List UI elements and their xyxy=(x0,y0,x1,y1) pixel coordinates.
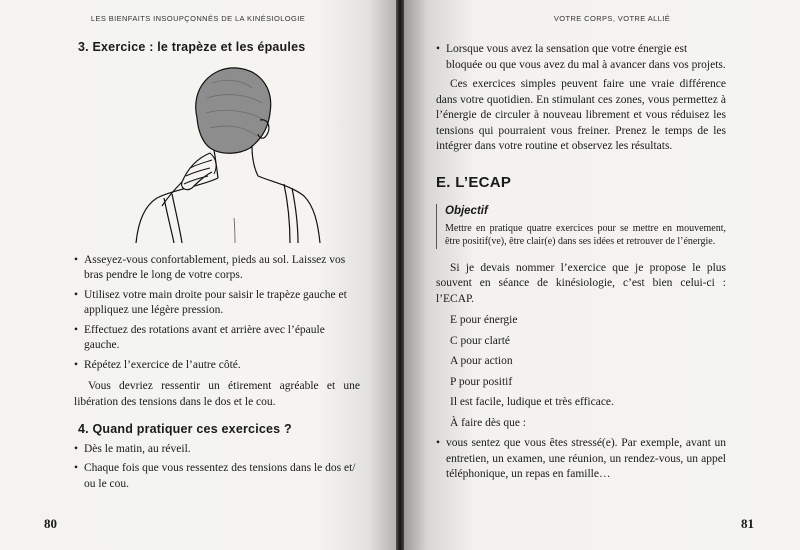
list-item: • Lorsque vous avez la sensation que votre énergie est bloquée ou que vous avez du mal à avancer dans vos projets. xyxy=(436,43,726,71)
list-item: • Utilisez votre main droite pour saisir le trapèze gauche et appliquez une légère pression. xyxy=(74,288,347,316)
result-paragraph: Vous devriez ressentir un étirement agréable et une libération des tensions dans le dos et le cou. xyxy=(74,380,360,408)
right-page-content xyxy=(436,42,726,487)
right-page xyxy=(404,0,800,550)
stress-list xyxy=(436,436,726,483)
ecap-intro-paragraph: Si je devais nommer l’exercice que je propose le plus souvent en séance de kinésiologie, c’est bien celui-ci : l’ECAP. xyxy=(436,261,726,305)
when-heading: 4. Quand pratiquer ces exercices ? xyxy=(78,422,292,436)
summary-paragraph: Ces exercices simples peuvent faire une vraie différence dans votre quotidien. En stimulant ces zones, vous permettez à l’énergie de circuler à nouveau librement et vous réduisez les tensions qui pourraient vous freiner. Prenez le temps de les intégrer dans votre routine et observez les résultats. xyxy=(436,78,726,152)
acronym-list xyxy=(436,313,726,431)
list-item: • Dès le matin, au réveil. xyxy=(74,442,191,455)
left-page-content xyxy=(74,40,360,496)
objective-box xyxy=(436,204,726,249)
when-line: À faire dès que : xyxy=(450,416,526,429)
running-head-right: VOTRE CORPS, VOTRE ALLIÉ xyxy=(553,14,671,23)
easy-line: Il est facile, ludique et très efficace. xyxy=(450,396,614,408)
energy-list xyxy=(436,42,726,73)
objective-title: Objectif xyxy=(445,205,488,217)
acronym-line: P pour positif xyxy=(450,375,513,388)
when-list xyxy=(74,442,360,493)
acronym-line: E pour énergie xyxy=(450,314,518,326)
list-item: • vous sentez que vous êtes stressé(e). Par exemple, avant un entretien, un examen, une réunion, un rendez-vous, un appel téléphonique, un repas en famille… xyxy=(436,437,726,480)
running-head-left: LES BIENFAITS INSOUPÇONNÉS DE LA KINÉSIOLOGIE xyxy=(90,14,306,23)
page-number-right: 81 xyxy=(741,516,754,531)
list-item: • Chaque fois que vous ressentez des tensions dans le dos et/ ou le cou. xyxy=(74,462,356,490)
acronym-line: C pour clarté xyxy=(450,334,511,347)
left-page xyxy=(0,0,396,550)
list-item: • Répétez l’exercice de l’autre côté. xyxy=(74,358,241,371)
list-item: • Effectuez des rotations avant et arrière avec l’épaule gauche. xyxy=(74,323,325,351)
exercise-heading: 3. Exercice : le trapèze et les épaules xyxy=(78,40,306,54)
page-number-left: 80 xyxy=(44,516,57,531)
acronym-line: A pour action xyxy=(450,355,513,367)
list-item: • Asseyez-vous confortablement, pieds au sol. Laissez vos bras pendre le long de votre corps. xyxy=(74,253,346,281)
book-gutter xyxy=(396,0,404,550)
objective-text: Mettre en pratique quatre exercices pour se mettre en mouvement, être positif(ve), être clair(e) dans ses idées et retrouver de l’énergie. xyxy=(445,222,726,247)
exercise-steps-list xyxy=(74,253,360,374)
woman-hand-on-shoulder-illustration xyxy=(102,58,332,243)
section-title: E. L’ECAP xyxy=(436,173,512,191)
